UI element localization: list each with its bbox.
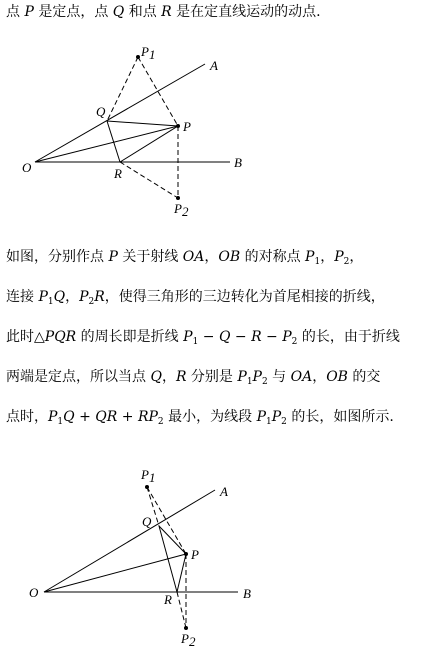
dot-P1	[136, 55, 140, 59]
point-P: P	[24, 4, 34, 20]
para-line-5: 点时，$P_1Q$ + QR + $RP_2$ 最小，为线段 $P_1P_2$ 的长，如图所示.	[6, 409, 394, 427]
dot-P	[176, 124, 180, 128]
dot-P1-2	[145, 485, 149, 489]
label-R: R	[114, 166, 122, 181]
para-line-4: 两端是定点，所以当点 Q，R 分别是 $P_1P_2$ 与 OA，OB 的交	[6, 369, 381, 387]
label-B: B	[234, 155, 242, 170]
label-P1-2: P1	[141, 467, 156, 485]
figure-2	[0, 457, 422, 657]
para-line-1: 如图，分别作点 P 关于射线 OA，OB 的对称点 $P_1$，$P_2$，	[6, 249, 364, 267]
segment-PR	[120, 126, 178, 162]
label-Q: Q	[96, 104, 106, 119]
point-Q: Q	[112, 4, 125, 20]
dashed-RP2-2	[177, 592, 186, 628]
label-P2: P2	[174, 201, 189, 219]
label-A-2: A	[220, 484, 228, 499]
figure-1	[0, 30, 422, 248]
dashed-RP2	[120, 162, 178, 198]
label-P2-2: P2	[181, 631, 196, 649]
ray-OA-2	[44, 490, 215, 592]
intro-line: 点 P 是定点，点 Q 和点 R 是在定直线运动的动点.	[6, 4, 321, 20]
label-Q-2: Q	[142, 514, 152, 529]
para-line-3: 此时△PQR 的周长即是折线 $P_1 - Q - R - P_2$ 的长，由于折线	[6, 329, 400, 347]
segment-OP-2	[44, 554, 186, 592]
label-O: O	[22, 160, 32, 175]
point-R: R	[161, 4, 172, 20]
para-line-2: 连接 $P_1Q$，$P_2R$，使得三角形的三边转化为首尾相接的折线，	[6, 289, 385, 307]
ray-OA	[35, 64, 205, 162]
label-P-2: P	[191, 547, 199, 562]
label-B-2: B	[243, 586, 251, 601]
label-R-2: R	[164, 592, 172, 607]
dot-P-2	[184, 552, 188, 556]
dot-P2-2	[184, 626, 188, 630]
dot-P2	[176, 196, 180, 200]
segment-PR-2	[177, 554, 186, 592]
dashed-P1P-2	[147, 487, 186, 554]
label-A: A	[210, 58, 218, 73]
segment-PQ	[107, 121, 178, 126]
label-P: P	[183, 119, 191, 134]
segment-OP	[35, 126, 178, 162]
label-P1: P1	[141, 44, 156, 62]
label-O-2: O	[29, 585, 39, 600]
